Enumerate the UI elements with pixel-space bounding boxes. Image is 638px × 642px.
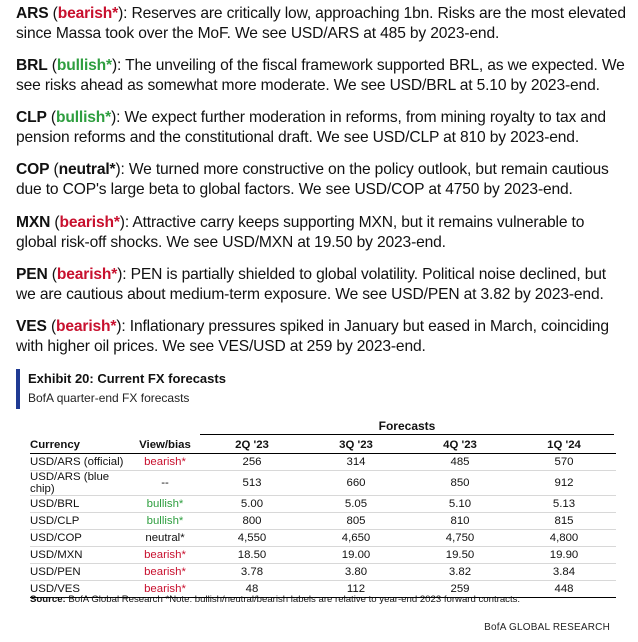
col-header-view-bias: View/bias (130, 436, 200, 454)
value-cell: 3.80 (304, 564, 408, 581)
bias-cell: bullish* (130, 513, 200, 530)
table-row (30, 564, 616, 581)
value-cell: 5.05 (304, 496, 408, 513)
value-cell: 810 (408, 513, 512, 530)
currency-cell: USD/MXN (30, 547, 130, 564)
value-cell: 18.50 (200, 547, 304, 564)
bias-label: bearish* (57, 5, 119, 22)
col-header-2q23: 2Q '23 (200, 436, 304, 454)
table-row (30, 496, 616, 513)
bias-cell: bearish* (130, 564, 200, 581)
value-cell: 485 (408, 454, 512, 471)
col-header-currency: Currency (30, 436, 130, 454)
paragraph-pen: PEN (bearish*): PEN is partially shielded to global volatility. Political noise declined, but we are cautious about medium-term exposure. We see USD/PEN at 3.82 by 2023-end. (16, 266, 606, 303)
paragraph-cop: COP (neutral*): We turned more constructive on the policy outlook, but remain cautious due to COP's large beta to global factors. We see USD/COP at 4750 by 2023-end. (16, 161, 609, 198)
paragraph-text: PEN is partially shielded to global volatility. Political noise declined, but we are cautious about medium-term exposure. We see USD/PEN at 3.82 by 2023-end. (16, 266, 606, 303)
exhibit-title: Exhibit 20: Current FX forecasts (28, 371, 226, 386)
value-cell: 5.00 (200, 496, 304, 513)
value-cell: 19.90 (512, 547, 616, 564)
currency-code: ARS (16, 5, 49, 22)
table-row (30, 513, 616, 530)
exhibit-subtitle: BofA quarter-end FX forecasts (28, 391, 190, 405)
col-header-1q24: 1Q '24 (512, 436, 616, 454)
value-cell: 5.13 (512, 496, 616, 513)
bias-cell: bearish* (130, 547, 200, 564)
value-cell: 112 (304, 581, 408, 598)
value-cell: 3.82 (408, 564, 512, 581)
table-row (30, 471, 616, 496)
bias-cell: neutral* (130, 530, 200, 547)
value-cell: 513 (200, 471, 304, 496)
bias-cell: bullish* (130, 496, 200, 513)
currency-cell: USD/COP (30, 530, 130, 547)
bias-label: neutral* (58, 161, 116, 178)
paragraph-text: Attractive carry keeps supporting MXN, but it remains vulnerable to global risk-off shocks. We see USD/MXN at 19.50 by 2023-end. (16, 214, 585, 251)
paragraph-brl: BRL (bullish*): The unveiling of the fiscal framework supported BRL, as we expected. We see risks ahead as somewhat more moderate. We see USD/BRL at 5.10 by 2023-end. (16, 57, 625, 94)
currency-cell: USD/ARS (official) (30, 454, 130, 471)
currency-cell: USD/CLP (30, 513, 130, 530)
bias-cell: bearish* (130, 581, 200, 598)
value-cell: 4,650 (304, 530, 408, 547)
value-cell: 815 (512, 513, 616, 530)
currency-cell: USD/BRL (30, 496, 130, 513)
currency-cell: USD/VES (30, 581, 130, 598)
bias-label: bullish* (56, 57, 112, 74)
forecasts-group-header: Forecasts (378, 419, 436, 433)
footer-brand: BofA GLOBAL RESEARCH (484, 622, 610, 633)
currency-code: MXN (16, 214, 51, 231)
value-cell: 805 (304, 513, 408, 530)
paragraph-ves: VES (bearish*): Inflationary pressures spiked in January but eased in March, coinciding with higher oil prices. We see VES/USD at 259 by 2023-end. (16, 318, 609, 355)
bias-cell: bearish* (130, 454, 200, 471)
table-row (30, 530, 616, 547)
paragraph-clp: CLP (bullish*): We expect further moderation in reforms, from mining royalty to tax and pension reforms and the constitutional draft. We see USD/CLP at 810 by 2023-end. (16, 109, 606, 146)
value-cell: 800 (200, 513, 304, 530)
forecasts-divider (200, 434, 614, 435)
value-cell: 570 (512, 454, 616, 471)
value-cell: 259 (408, 581, 512, 598)
value-cell: 314 (304, 454, 408, 471)
value-cell: 850 (408, 471, 512, 496)
col-header-4q23: 4Q '23 (408, 436, 512, 454)
value-cell: 19.00 (304, 547, 408, 564)
bias-label: bearish* (56, 318, 117, 335)
currency-code: PEN (16, 266, 48, 283)
paragraph-text: Reserves are critically low, approaching 1bn. Risks are the most elevated since Massa took over the MoF. We see USD/ARS at 485 by 2023-end. (16, 5, 626, 42)
bias-label: bullish* (55, 109, 112, 126)
value-cell: 3.84 (512, 564, 616, 581)
col-header-3q23: 3Q '23 (304, 436, 408, 454)
paragraph-text: The unveiling of the fiscal framework supported BRL, as we expected. We see risks ahead as somewhat more moderate. We see USD/BRL at 5.10 by 2023-end. (16, 57, 625, 94)
value-cell: 448 (512, 581, 616, 598)
paragraph-ars: ARS (bearish*): Reserves are critically low, approaching 1bn. Risks are the most elevated since Massa took over the MoF. We see USD/ARS at 485 by 2023-end. (16, 5, 626, 42)
currency-code: COP (16, 161, 50, 178)
paragraph-mxn: MXN (bearish*): Attractive carry keeps supporting MXN, but it remains vulnerable to global risk-off shocks. We see USD/MXN at 19.50 by 2023-end. (16, 214, 585, 251)
value-cell: 4,550 (200, 530, 304, 547)
exhibit-header (16, 369, 226, 409)
currency-code: BRL (16, 57, 48, 74)
bias-label: bearish* (56, 266, 118, 283)
value-cell: 3.78 (200, 564, 304, 581)
currency-cell: USD/ARS (blue chip) (30, 471, 130, 496)
table-row (30, 454, 616, 471)
value-cell: 4,800 (512, 530, 616, 547)
table-row (30, 547, 616, 564)
source-label: Source: (30, 594, 66, 605)
source-note (30, 594, 520, 605)
paragraph-text: Inflationary pressures spiked in January but eased in March, coinciding with higher oil prices. We see VES/USD at 259 by 2023-end. (16, 318, 609, 355)
source-text: BofA Global Research *Note: bullish/neutral/bearish labels are relative to year-end 2023 forward contracts. (68, 594, 521, 605)
currency-cell: USD/PEN (30, 564, 130, 581)
bias-cell: -- (130, 471, 200, 496)
value-cell: 256 (200, 454, 304, 471)
value-cell: 660 (304, 471, 408, 496)
fx-forecast-table (30, 436, 616, 598)
bias-label: bearish* (59, 214, 120, 231)
currency-code: VES (16, 318, 47, 335)
paragraph-text: We turned more constructive on the policy outlook, but remain cautious due to COP's large beta to global factors. We see USD/COP at 4750 by 2023-end. (16, 161, 609, 198)
value-cell: 912 (512, 471, 616, 496)
currency-code: CLP (16, 109, 47, 126)
value-cell: 5.10 (408, 496, 512, 513)
value-cell: 4,750 (408, 530, 512, 547)
value-cell: 48 (200, 581, 304, 598)
value-cell: 19.50 (408, 547, 512, 564)
paragraph-text: We expect further moderation in reforms, from mining royalty to tax and pension reforms and the constitutional draft. We see USD/CLP at 810 by 2023-end. (16, 109, 606, 146)
table-header-row (30, 436, 616, 454)
